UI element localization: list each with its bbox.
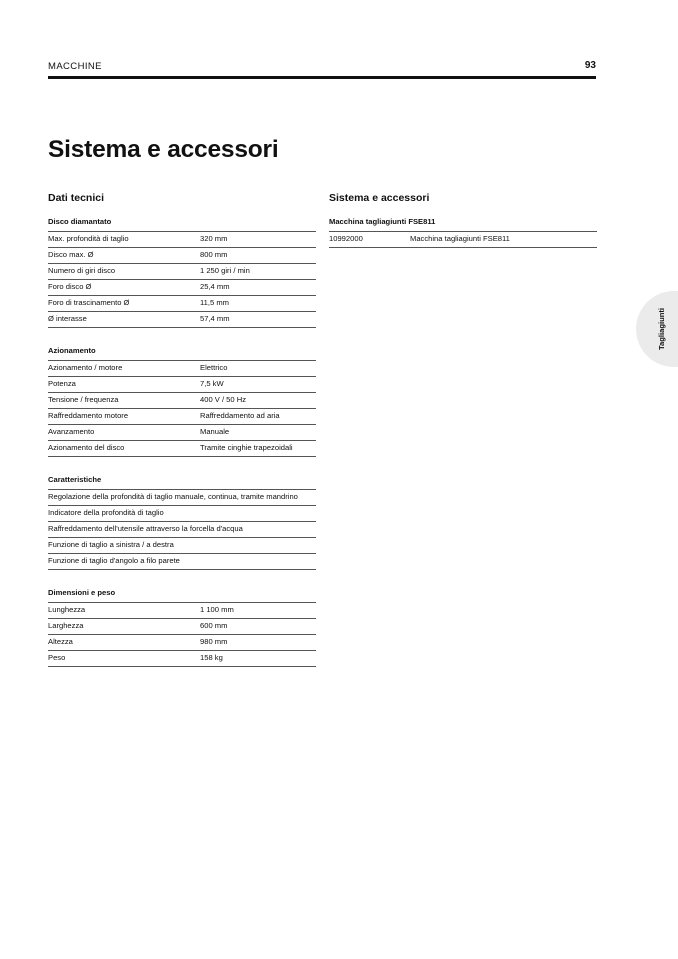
spec-value: Manuale: [200, 427, 230, 436]
spec-row: [48, 377, 316, 393]
spec-row: [48, 441, 316, 457]
spec-row: [48, 264, 316, 280]
spec-label: Foro di trascinamento Ø: [48, 298, 130, 307]
feature-text: Funzione di taglio a sinistra / a destra: [48, 540, 174, 549]
side-tab-label: Tagliagiunti: [657, 307, 666, 351]
spec-label: Disco max. Ø: [48, 250, 94, 259]
spec-row: [48, 651, 316, 667]
spec-row: [48, 361, 316, 377]
spec-group-drive: [48, 345, 316, 457]
spec-value: 320 mm: [200, 234, 228, 243]
spec-label: Azionamento / motore: [48, 363, 123, 372]
spec-row: [48, 619, 316, 635]
accessories-column: [329, 192, 597, 265]
spec-row: [48, 312, 316, 328]
spec-label: Altezza: [48, 637, 73, 646]
spec-row: [48, 232, 316, 248]
spec-label: Max. profondità di taglio: [48, 234, 129, 243]
technical-data-heading: Dati tecnici: [48, 192, 105, 204]
spec-group-title: Dimensioni e peso: [48, 587, 316, 603]
spec-label: Tensione / frequenza: [48, 395, 119, 404]
header-rule: [48, 76, 596, 79]
accessories-heading: Sistema e accessori: [329, 192, 430, 204]
page-number: 93: [584, 60, 596, 71]
spec-group-dimensions: [48, 587, 316, 667]
spec-value: 800 mm: [200, 250, 228, 259]
technical-data-column: [48, 192, 316, 684]
article-number: 10992000: [329, 234, 363, 243]
spec-group-disc: [48, 216, 316, 328]
spec-value: Raffreddamento ad aria: [200, 411, 280, 420]
spec-row: [48, 248, 316, 264]
spec-value: 1 250 giri / min: [200, 266, 250, 275]
spec-row: [48, 393, 316, 409]
feature-row: [48, 554, 316, 570]
spec-label: Raffreddamento motore: [48, 411, 129, 420]
spec-label: Potenza: [48, 379, 76, 388]
spec-label: Numero di giri disco: [48, 266, 116, 275]
spec-group-title: Disco diamantato: [48, 216, 316, 232]
spec-row: [48, 425, 316, 441]
spec-value: 158 kg: [200, 653, 223, 662]
spec-group-features: [48, 474, 316, 570]
spec-label: Peso: [48, 653, 66, 662]
spec-row: [48, 296, 316, 312]
spec-label: Larghezza: [48, 621, 84, 630]
spec-group-title: Azionamento: [48, 345, 316, 361]
feature-row: [48, 506, 316, 522]
spec-row: [48, 635, 316, 651]
feature-text: Raffreddamento dell'utensile attraverso la forcella d'acqua: [48, 524, 243, 533]
spec-value: 25,4 mm: [200, 282, 230, 291]
accessory-group-title: Macchina tagliagiunti FSE811: [329, 216, 597, 232]
feature-row: [48, 538, 316, 554]
spec-row: [48, 603, 316, 619]
spec-value: 600 mm: [200, 621, 228, 630]
spec-label: Avanzamento: [48, 427, 95, 436]
accessory-group: [329, 216, 597, 248]
feature-row: [48, 490, 316, 506]
feature-text: Funzione di taglio d'angolo a filo parete: [48, 556, 180, 565]
spec-value: 11,5 mm: [200, 298, 229, 307]
section-label: MACCHINE: [48, 61, 102, 72]
spec-row: [48, 280, 316, 296]
spec-value: Tramite cinghie trapezoidali: [200, 443, 293, 452]
feature-text: Regolazione della profondità di taglio manuale, continua, tramite mandrino: [48, 492, 298, 501]
accessory-row: [329, 232, 597, 248]
spec-label: Ø interasse: [48, 314, 87, 323]
spec-value: 1 100 mm: [200, 605, 234, 614]
spec-label: Azionamento del disco: [48, 443, 125, 452]
spec-value: Elettrico: [200, 363, 228, 372]
article-description: Macchina tagliagiunti FSE811: [410, 234, 510, 243]
spec-value: 400 V / 50 Hz: [200, 395, 247, 404]
spec-value: 7,5 kW: [200, 379, 224, 388]
page-title: Sistema e accessori: [48, 136, 279, 163]
feature-row: [48, 522, 316, 538]
spec-label: Foro disco Ø: [48, 282, 92, 291]
spec-row: [48, 409, 316, 425]
feature-text: Indicatore della profondità di taglio: [48, 508, 164, 517]
spec-value: 980 mm: [200, 637, 228, 646]
spec-label: Lunghezza: [48, 605, 86, 614]
spec-group-title: Caratteristiche: [48, 474, 316, 490]
spec-value: 57,4 mm: [200, 314, 230, 323]
